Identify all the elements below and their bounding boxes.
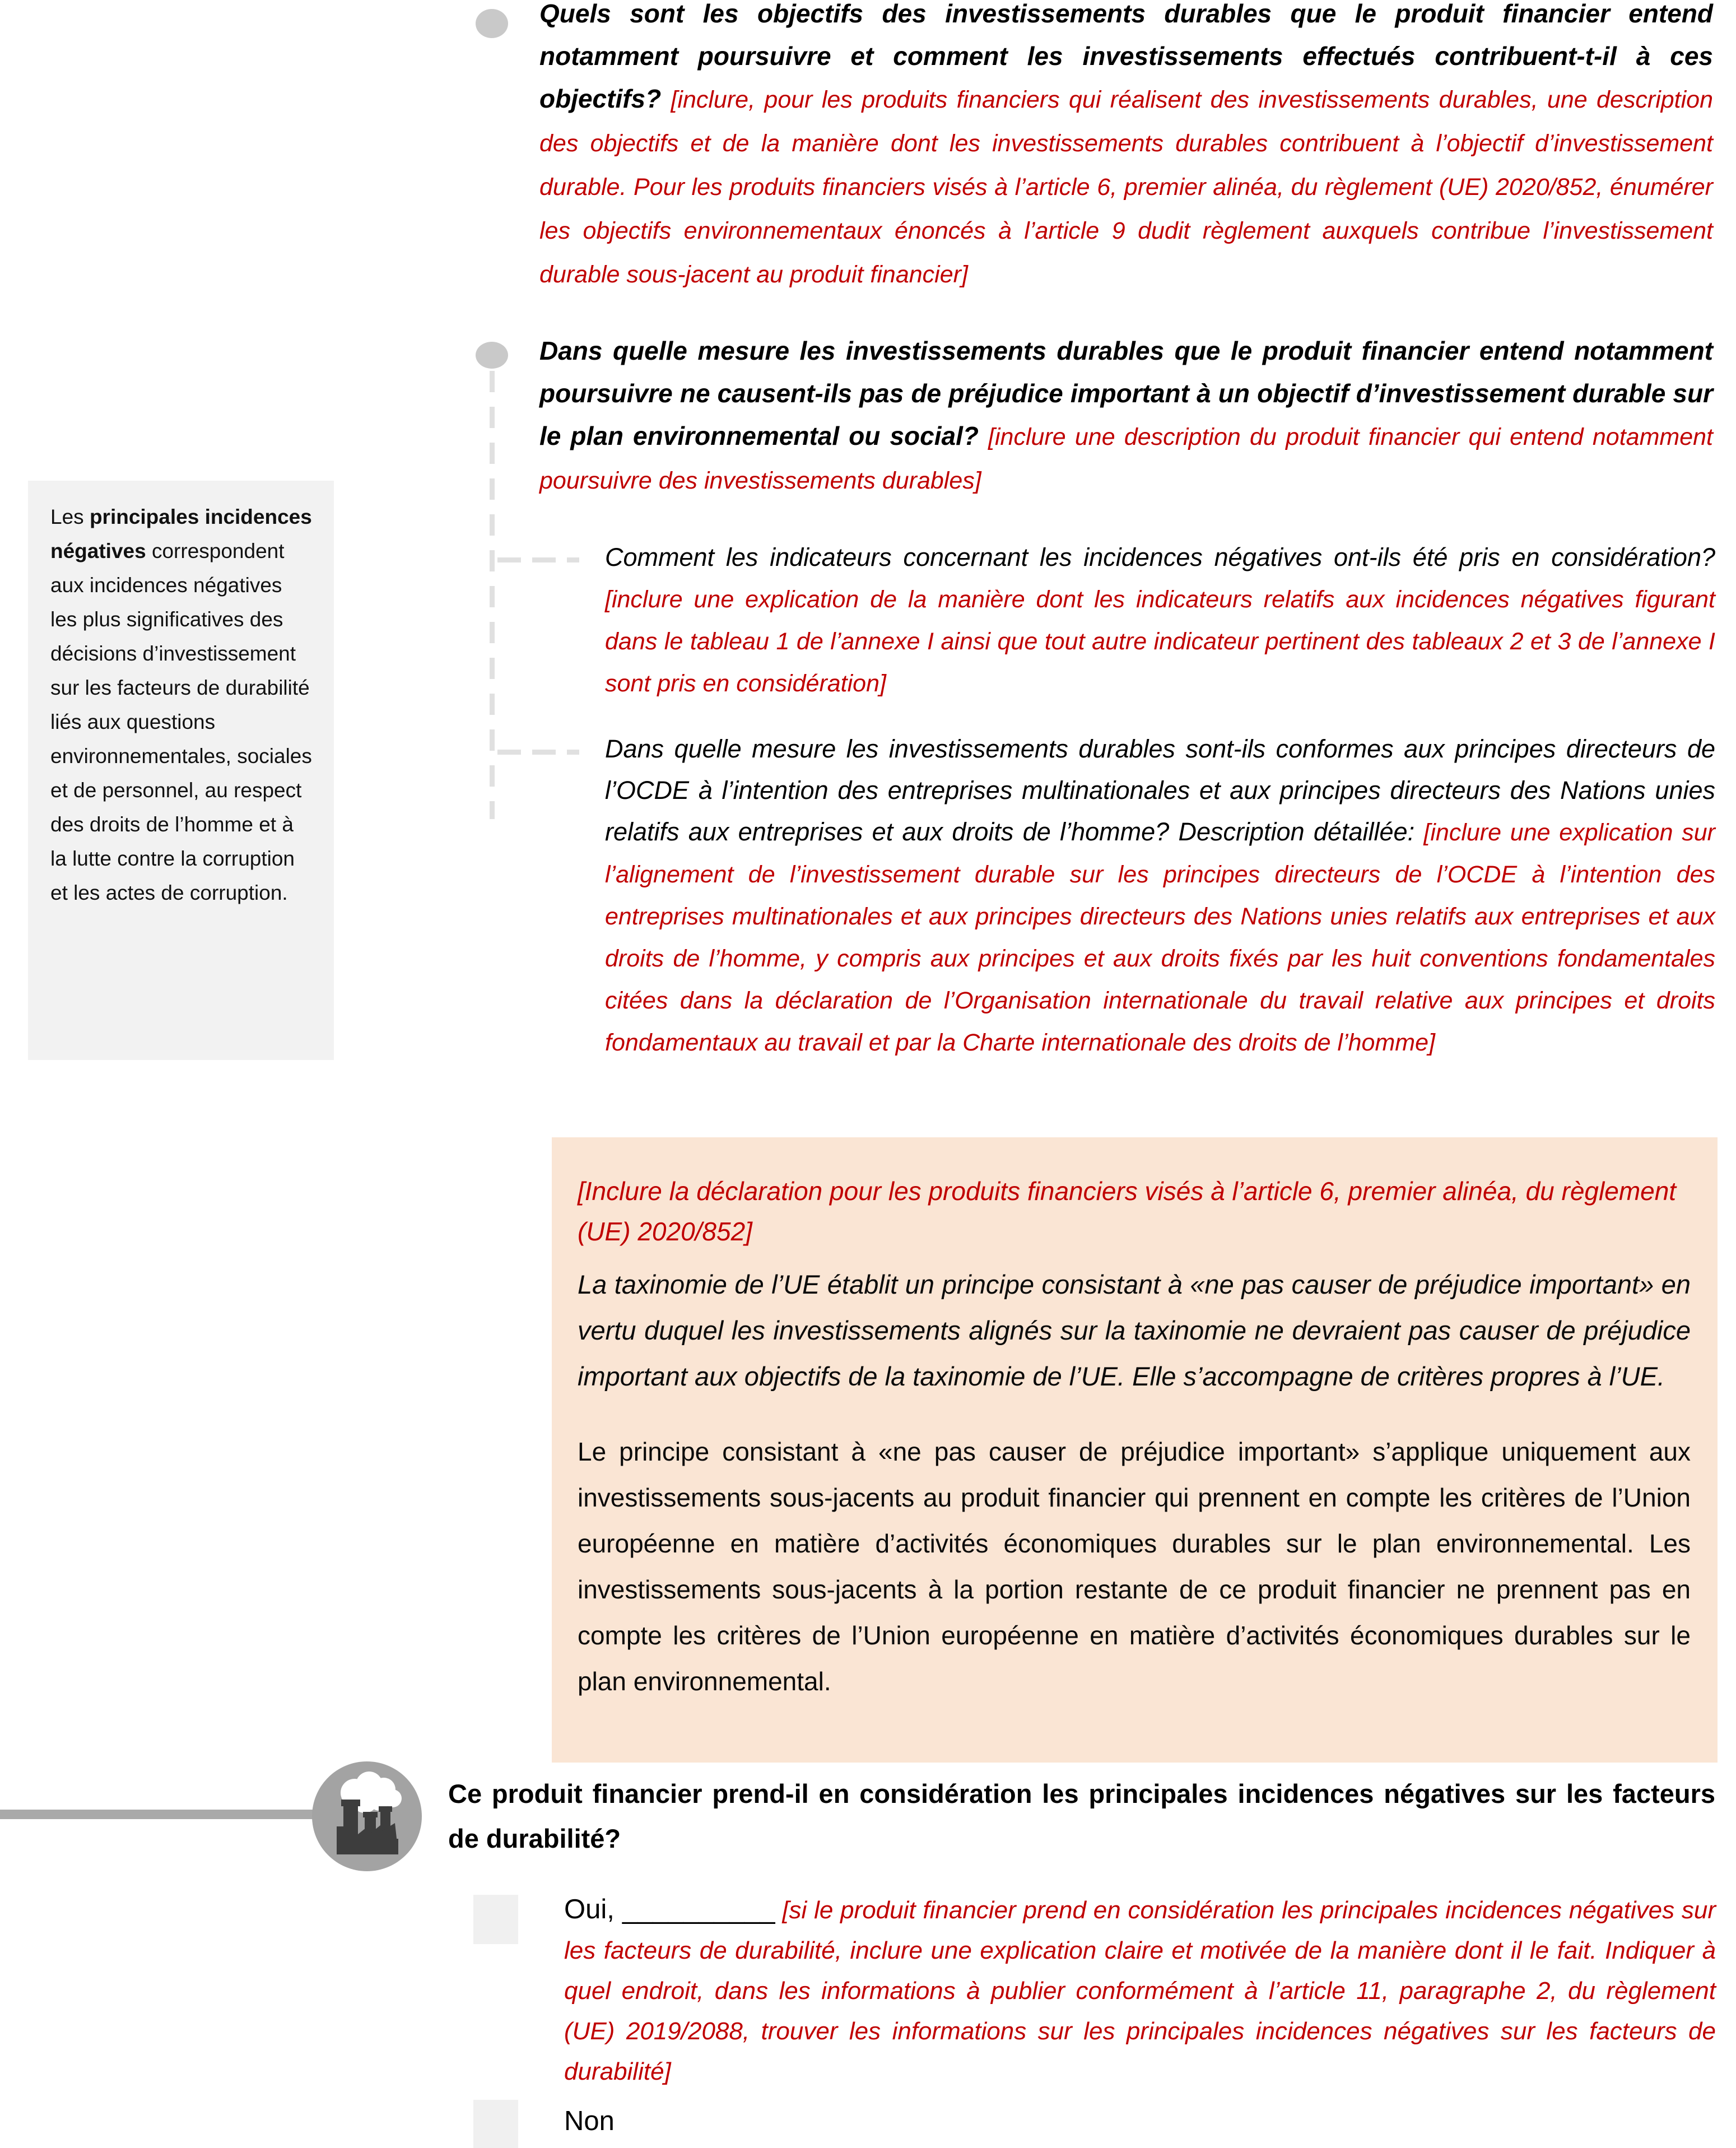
sidebar-note-rest: correspondent aux incidences négatives les plus significatives des décisions d’investissement sur les facteurs de durabilité liés aux questions environnementales, sociales et de personnel, au respect des droits de l’homme et à la lutte contre la corruption et les actes de corruption. <box>50 540 312 904</box>
question1-text: Quels sont les objectifs des investissements durables que le produit financier entend notamment poursuivre et comment les investissements effectués contribuent-t-il à ces objectifs? <box>539 0 1713 113</box>
taxonomy-box-para1: La taxinomie de l’UE établit un principe consistant à «ne pas causer de préjudice important» en vertu duquel les investissements alignés sur la taxinomie ne devraient pas causer de préjudice important aux objectifs de la taxinomie de l’UE. Elle s’accompagne de critères propres à l’UE. <box>578 1270 1691 1391</box>
yes-answer <box>564 1889 1716 2092</box>
question1-bullet <box>476 9 508 38</box>
left-rule <box>0 1810 315 1819</box>
question2 <box>539 329 1713 502</box>
sidebar-definition-box <box>28 481 334 1060</box>
subquestion2 <box>605 728 1715 1063</box>
no-checkbox[interactable] <box>473 2100 518 2148</box>
question2-text: Dans quelle mesure les investissements durables que le produit financier entend notamment poursuivre ne causent-ils pas de préjudice important à un objectif d’investissement durable sur le plan environnemental ou social? <box>539 336 1713 450</box>
question1-note: [inclure, pour les produits financiers qui réalisent des investissements durables, une description des objectifs et de la manière dont les investissements durables contribuent à l’objectif d’investissement durable. Pour les produits financiers visés à l’article 6, premier alinéa, du règlement (UE) 2020/852, énumérer les objectifs environnementaux énoncés à l’article 9 dudit règlement auxquels contribue l’investissement durable sous-jacent au produit financier] <box>539 86 1713 288</box>
taxonomy-box-note: [Inclure la déclaration pour les produits financiers visés à l’article 6, premier alinéa, du règlement (UE) 2020/852] <box>578 1177 1677 1246</box>
sidebar-note-lead: Les <box>50 505 90 528</box>
pai-question: Ce produit financier prend-il en considération les principales incidences négatives sur les facteurs de durabilité? <box>448 1779 1715 1853</box>
subquestion-connector-line <box>490 371 495 819</box>
yes-checkbox[interactable] <box>473 1895 518 1944</box>
subquestion2-note: [inclure une explication sur l’alignement de l’investissement durable sur les principes directeurs de l’OCDE à l’intention des entreprises multinationales et aux principes directeurs des Nations unies relatifs aux entreprises et aux droits de l’homme, y compris aux principes et aux droits fixés par les huit conventions fondamentales citées dans la déclaration de l’Organisation internationale du travail relative aux principes et droits fondamentaux au travail et par la Charte internationale des droits de l’homme] <box>605 819 1715 1056</box>
taxonomy-statement-box <box>552 1137 1718 1763</box>
yes-note: [si le produit financier prend en considération les principales incidences négatives sur les facteurs de durabilité, inclure une explication claire et motivée de la manière dont il le fait. Indiquer à quel endroit, dans les informations à publier conformément à l’article 11, paragraphe 2, du règlement (UE) 2019/2088, trouver les informations sur les principales incidences négatives sur les facteurs de durabilité] <box>564 1896 1716 2085</box>
yes-label[interactable]: Oui, __________ <box>564 1894 775 1924</box>
subquestion1-dash <box>497 557 579 562</box>
question2-bullet <box>476 342 508 369</box>
no-label: Non <box>564 2106 615 2136</box>
factory-icon <box>311 1760 423 1872</box>
subquestion1-note: [inclure une explication de la manière dont les indicateurs relatifs aux incidences négatives figurant dans le tableau 1 de l’annexe I ainsi que tout autre indicateur pertinent des tableaux 2 et 3 de l’annexe I sont pris en considération] <box>605 586 1715 697</box>
subquestion2-text: Dans quelle mesure les investissements durables sont-ils conformes aux principes directeurs de l’OCDE à l’intention des entreprises multinationales et aux principes directeurs des Nations unies relatifs aux entreprises et aux droits de l’homme? Description détaillée: <box>605 734 1715 846</box>
sidebar-note-bold: principales incidences négatives <box>50 505 312 562</box>
subquestion1 <box>605 537 1715 704</box>
subquestion1-text: Comment les indicateurs concernant les incidences négatives ont-ils été pris en considération? <box>605 543 1715 571</box>
taxonomy-box-para2: Le principe consistant à «ne pas causer de préjudice important» s’applique uniquement aux investissements sous-jacents au produit financier qui prennent en compte les critères de l’Union européenne en matière d’activités économiques durables sur le plan environnemental. Les investissements sous-jacents à la portion restante de ce produit financier ne prennent pas en compte les critères de l’Union européenne en matière d’activités économiques durables sur le plan environnemental. <box>578 1437 1691 1696</box>
subquestion2-dash <box>497 750 579 755</box>
question1 <box>539 0 1713 296</box>
question2-note: [inclure une description du produit financier qui entend notamment poursuivre des investissements durables] <box>539 424 1713 494</box>
